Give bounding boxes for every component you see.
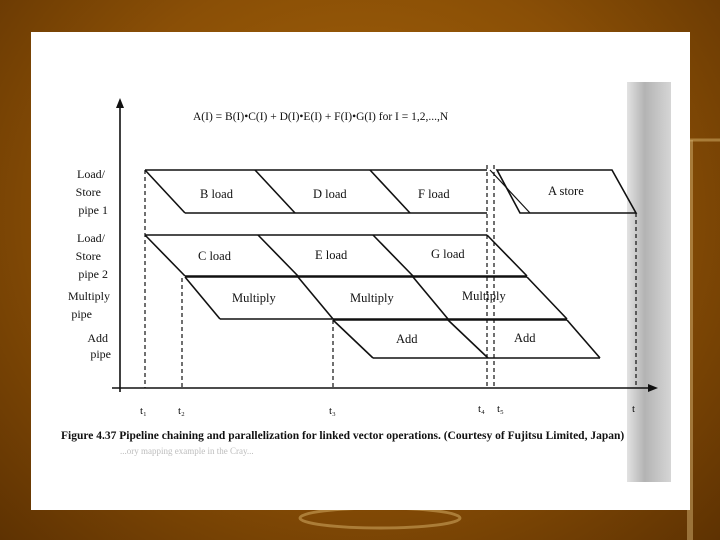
figure-caption: Figure 4.37 Pipeline chaining and parallelization for linked vector operations. (Courtesy of Fujitsu Limited, Japan) — [61, 430, 625, 442]
multiply-3-label: Multiply — [462, 289, 506, 303]
equation: A(I) = B(I)•C(I) + D(I)•E(I) + F(I)•G(I) for I = 1,2,...,N — [193, 111, 449, 123]
row-label-add: Add pipe — [87, 331, 111, 361]
multiply-1-label: Multiply — [232, 291, 276, 305]
add-pipe-row — [333, 320, 600, 358]
row-label-load-store-2: Load/ Store pipe 2 — [75, 231, 108, 281]
tick-t3: t₃ — [329, 405, 336, 417]
tick-t5: t₅ — [497, 403, 504, 415]
y-axis-arrow — [116, 98, 124, 108]
row-label-multiply: Multiply pipe — [67, 289, 110, 321]
tick-t2: t₂ — [178, 405, 185, 417]
tick-t4: t₄ — [478, 403, 485, 415]
x-axis-arrow — [648, 384, 658, 392]
multiply-2-label: Multiply — [350, 291, 394, 305]
a-store-label: A store — [548, 184, 584, 198]
d-load-label: D load — [313, 187, 347, 201]
b-load-label: B load — [200, 187, 233, 201]
tick-t1: t₁ — [140, 405, 147, 417]
c-load-label: C load — [198, 249, 231, 263]
g-load-label: G load — [431, 247, 465, 261]
row-label-load-store-1: Load/ Store pipe 1 — [75, 167, 108, 217]
add-1-label: Add — [396, 332, 418, 346]
caption-bleed-through: ...ory mapping example in the Cray... — [120, 446, 254, 456]
add-2-label: Add — [514, 331, 536, 345]
e-load-label: E load — [315, 248, 348, 262]
f-load-label: F load — [418, 187, 450, 201]
tick-t-end: t — [632, 403, 636, 415]
